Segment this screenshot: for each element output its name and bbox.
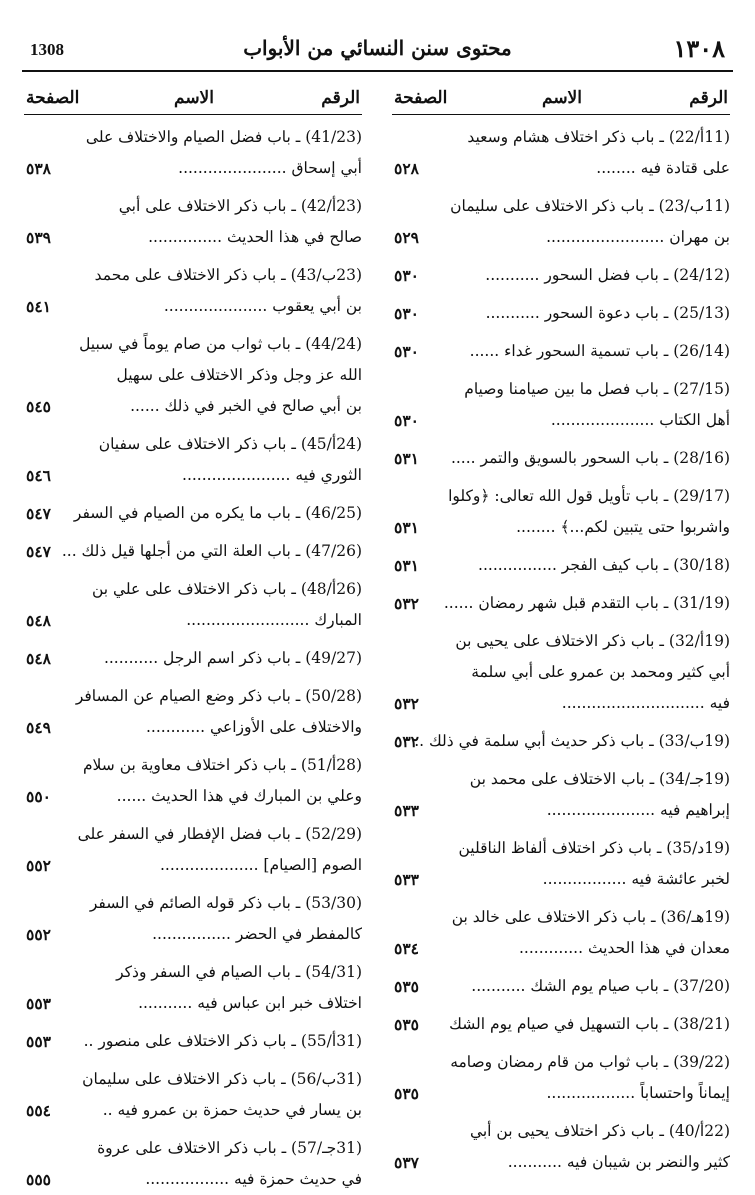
entry-page-number: ٥٤٧ [26, 542, 51, 561]
entry-text: (44/24) ـ باب ثواب من صام يوماً في سبيل [79, 335, 362, 353]
entry-text: (29/17) ـ باب تأويل قول الله تعالى: ﴿وكلوا [448, 487, 730, 505]
entry-text: (23أ/42) ـ باب ذكر الاختلاف على أبي [118, 197, 362, 215]
entry-page-number: ٥٣٥ [394, 977, 419, 996]
index-entry [24, 888, 362, 950]
entry-line [392, 1147, 730, 1178]
entry-page-number: ٥٤٥ [26, 397, 51, 416]
entry-line [392, 1047, 730, 1078]
entry-text: (50/28) ـ باب ذكر وضع الصيام عن المسافر [75, 687, 362, 705]
entry-page-number: ٥٥٤ [26, 1101, 51, 1120]
entry-page-number: ٥٣٨ [26, 159, 51, 178]
entry-line [24, 360, 362, 391]
entry-text: (30/18) ـ باب كيف الفجر ................ [478, 556, 730, 574]
entry-line [392, 550, 730, 581]
entry-page-number: ٥٣٠ [394, 342, 419, 361]
index-entry [392, 481, 730, 543]
entry-text: لخبر عائشة فيه ................. [542, 870, 730, 888]
entry-page-number: ٥٢٨ [394, 159, 419, 178]
entry-text: (25/13) ـ باب دعوة السحور ........... [485, 304, 730, 322]
entry-text: (26/14) ـ باب تسمية السحور غداء ...... [469, 342, 730, 360]
entry-text: (41/23) ـ باب فضل الصيام والاختلاف على [85, 128, 362, 146]
entry-line [392, 122, 730, 153]
entry-text: الثوري فيه ...................... [182, 466, 362, 484]
page-number-latin: 1308 [30, 40, 64, 59]
entry-page-number: ٥٣٢ [394, 694, 419, 713]
entry-text: (39/22) ـ باب ثواب من قام رمضان وصامه [450, 1053, 730, 1071]
index-entry [24, 957, 362, 1019]
column-header [392, 84, 730, 115]
entry-text: أبي إسحاق ...................... [178, 159, 362, 177]
entry-line [24, 260, 362, 291]
entry-text: (38/21) ـ باب التسهيل في صيام يوم الشك [449, 1015, 730, 1033]
index-entry [392, 260, 730, 291]
entry-line [24, 498, 362, 529]
header-page: الصفحة [26, 88, 80, 108]
entry-line [392, 153, 730, 184]
index-entry [392, 122, 730, 184]
entry-text: (11ب/23) ـ باب ذكر الاختلاف على سليمان [450, 197, 730, 215]
entry-line [392, 902, 730, 933]
entry-page-number: ٥٤١ [26, 297, 51, 316]
entry-line [24, 536, 362, 567]
entry-text: (31/19) ـ باب التقدم قبل شهر رمضان ...... [443, 594, 730, 612]
page-number-arabic: ١٣٠٨ [673, 34, 725, 63]
entry-text: في حديث حمزة فيه ................. [145, 1170, 362, 1188]
page-title: محتوى سنن النسائي من الأبواب [243, 36, 512, 60]
entry-page-number: ٥٣٥ [394, 1084, 419, 1103]
entry-page-number: ٥٣٢ [394, 732, 419, 751]
entry-line [24, 429, 362, 460]
entry-text: (49/27) ـ باب ذكر اسم الرجل ........... [103, 649, 362, 667]
index-column-right [392, 84, 730, 1178]
index-entry [392, 191, 730, 253]
entry-text: (11أ/22) ـ باب ذكر اختلاف هشام وسعيد [467, 128, 730, 146]
index-entry [24, 260, 362, 322]
entry-text: أهل الكتاب ..................... [550, 411, 730, 429]
entry-text: (46/25) ـ باب ما يكره من الصيام في السفر [73, 504, 362, 522]
entry-page-number: ٥٣١ [394, 449, 419, 468]
entry-text: واشربوا حتى يتبين لكم...﴾ ........ [516, 518, 730, 536]
entry-text: (19هـ/36) ـ باب ذكر الاختلاف على خالد بن [451, 908, 730, 926]
entry-text: بن أبي يعقوب ..................... [163, 297, 362, 315]
index-entry [392, 588, 730, 619]
entry-page-number: ٥٣٠ [394, 304, 419, 323]
entries-list [24, 122, 362, 1195]
entry-text: (28أ/51) ـ باب ذكر اختلاف معاوية بن سلام [82, 756, 362, 774]
entry-line [24, 988, 362, 1019]
entry-page-number: ٥٣٧ [394, 1153, 419, 1172]
entry-text: (19د/35) ـ باب ذكر اختلاف ألفاظ الناقلين [458, 839, 730, 857]
entry-text: بن مهران ........................ [546, 228, 730, 246]
index-entry [24, 536, 362, 567]
entry-text: الله عز وجل وذكر الاختلاف على سهيل [116, 366, 362, 384]
index-entry [24, 329, 362, 422]
entry-text: (19ب/33) ـ باب ذكر حديث أبي سلمة في ذلك .. [414, 732, 730, 750]
index-entry [392, 374, 730, 436]
entry-line [392, 298, 730, 329]
entry-page-number: ٥٣١ [394, 518, 419, 537]
entry-line [392, 864, 730, 895]
entry-page-number: ٥٤٧ [26, 504, 51, 523]
entry-page-number: ٥٤٨ [26, 611, 51, 630]
entry-line [392, 933, 730, 964]
entry-line [392, 191, 730, 222]
index-entry [392, 298, 730, 329]
entry-text: كثير والنضر بن شيبان فيه ........... [507, 1153, 730, 1171]
index-entry [392, 902, 730, 964]
entry-text: كالمفطر في الحضر ................ [152, 925, 362, 943]
index-entry [24, 191, 362, 253]
entry-line [24, 1133, 362, 1164]
entry-text: (19جـ/34) ـ باب الاختلاف على محمد بن [469, 770, 730, 788]
entry-line [24, 122, 362, 153]
entry-line [24, 681, 362, 712]
entry-text: (52/29) ـ باب فضل الإفطار في السفر على [77, 825, 362, 843]
index-entry [24, 498, 362, 529]
entry-text: (28/16) ـ باب السحور بالسويق والتمر ..... [450, 449, 730, 467]
entry-line [24, 712, 362, 743]
entries-list [392, 122, 730, 1178]
entry-text: (24أ/45) ـ باب ذكر الاختلاف على سفيان [98, 435, 362, 453]
entry-text: (53/30) ـ باب ذكر قوله الصائم في السفر [89, 894, 362, 912]
entry-line [392, 374, 730, 405]
entry-page-number: ٥٣٥ [394, 1015, 419, 1034]
entry-text: اختلاف خبر ابن عباس فيه ........... [138, 994, 362, 1012]
entry-line [24, 191, 362, 222]
entry-text: (47/26) ـ باب العلة التي من أجلها قيل ذلك ... [61, 542, 362, 560]
entry-line [392, 222, 730, 253]
entry-line [24, 329, 362, 360]
entry-line [392, 481, 730, 512]
index-entry [392, 764, 730, 826]
entry-page-number: ٥٥٢ [26, 925, 51, 944]
index-entry [392, 550, 730, 581]
entry-page-number: ٥٣٠ [394, 266, 419, 285]
header-number: الرقم [689, 88, 728, 108]
header-number: الرقم [321, 88, 360, 108]
entry-line [392, 443, 730, 474]
entry-page-number: ٥٢٩ [394, 228, 419, 247]
index-entry [392, 833, 730, 895]
column-header [24, 84, 362, 115]
entry-line [24, 222, 362, 253]
entry-text: وعلي بن المبارك في هذا الحديث ...... [116, 787, 362, 805]
entry-text: (37/20) ـ باب صيام يوم الشك ........... [471, 977, 730, 995]
index-entry [24, 681, 362, 743]
entry-text: صالح في هذا الحديث ............... [148, 228, 362, 246]
entry-text: (22أ/40) ـ باب ذكر اختلاف يحيى بن أبي [469, 1122, 730, 1140]
page-header [22, 30, 733, 72]
entry-line [392, 1078, 730, 1109]
index-entry [24, 643, 362, 674]
entry-text: على قتادة فيه ........ [596, 159, 730, 177]
index-entry [392, 336, 730, 367]
entry-line [24, 1064, 362, 1095]
entry-line [392, 336, 730, 367]
entry-line [24, 750, 362, 781]
entry-page-number: ٥٣٠ [394, 411, 419, 430]
entry-page-number: ٥٤٩ [26, 718, 51, 737]
entry-line [24, 819, 362, 850]
index-entry [392, 443, 730, 474]
entry-line [24, 781, 362, 812]
entry-line [24, 1164, 362, 1195]
entry-text: (31ب/56) ـ باب ذكر الاختلاف على سليمان [82, 1070, 362, 1088]
entry-text: فيه ............................. [561, 694, 730, 712]
entry-line [24, 153, 362, 184]
index-entry [24, 429, 362, 491]
header-name: الاسم [174, 88, 214, 108]
entry-line [24, 850, 362, 881]
entry-line [24, 1095, 362, 1126]
header-name: الاسم [542, 88, 582, 108]
index-entry [392, 726, 730, 757]
entry-line [392, 657, 730, 688]
entry-page-number: ٥٤٦ [26, 466, 51, 485]
entry-line [24, 460, 362, 491]
entry-line [392, 1116, 730, 1147]
entry-page-number: ٥٣٣ [394, 801, 419, 820]
entry-line [392, 971, 730, 1002]
entry-page-number: ٥٥٠ [26, 787, 51, 806]
entry-line [24, 391, 362, 422]
index-entry [392, 626, 730, 719]
entry-text: (27/15) ـ باب فصل ما بين صيامنا وصيام [464, 380, 730, 398]
entry-line [24, 957, 362, 988]
entry-page-number: ٥٥٢ [26, 856, 51, 875]
entry-line [24, 605, 362, 636]
entry-page-number: ٥٣٩ [26, 228, 51, 247]
entry-line [392, 512, 730, 543]
entry-line [24, 291, 362, 322]
entry-line [24, 574, 362, 605]
index-column-left [24, 84, 362, 1195]
entry-line [392, 405, 730, 436]
entry-text: المبارك ......................... [186, 611, 362, 629]
entry-text: بن يسار في حديث حمزة بن عمرو فيه .. [102, 1101, 362, 1119]
entry-line [24, 1026, 362, 1057]
entry-line [392, 1009, 730, 1040]
entry-page-number: ٥٥٣ [26, 1032, 51, 1051]
index-entry [24, 819, 362, 881]
entry-text: إبراهيم فيه ...................... [546, 801, 730, 819]
index-entry [392, 971, 730, 1002]
entry-text: أبي كثير ومحمد بن عمرو على أبي سلمة [471, 663, 730, 681]
entry-line [392, 588, 730, 619]
entry-text: (26أ/48) ـ باب ذكر الاختلاف على علي بن [91, 580, 362, 598]
entry-text: (19أ/32) ـ باب ذكر الاختلاف على يحيى بن [455, 632, 730, 650]
index-entry [24, 1133, 362, 1195]
entry-text: بن أبي صالح في الخبر في ذلك ...... [130, 397, 362, 415]
entry-page-number: ٥٣١ [394, 556, 419, 575]
entry-line [24, 919, 362, 950]
entry-line [392, 626, 730, 657]
index-entry [24, 1064, 362, 1126]
entry-text: (31جـ/57) ـ باب ذكر الاختلاف على عروة [97, 1139, 362, 1157]
entry-page-number: ٥٣٣ [394, 870, 419, 889]
entry-line [24, 643, 362, 674]
entry-text: إيماناً واحتساباً .................. [546, 1084, 730, 1102]
entry-page-number: ٥٣٤ [394, 939, 419, 958]
entry-line [392, 260, 730, 291]
entry-page-number: ٥٣٢ [394, 594, 419, 613]
entry-text: والاختلاف على الأوزاعي ............ [145, 718, 362, 736]
index-entry [392, 1116, 730, 1178]
index-entry [24, 750, 362, 812]
entry-page-number: ٥٤٨ [26, 649, 51, 668]
entry-text: (24/12) ـ باب فضل السحور ........... [485, 266, 730, 284]
entry-text: معدان في هذا الحديث ............. [518, 939, 730, 957]
entry-line [24, 888, 362, 919]
entry-page-number: ٥٥٣ [26, 994, 51, 1013]
entry-text: الصوم [الصيام] .................... [159, 856, 362, 874]
entry-line [392, 688, 730, 719]
header-page: الصفحة [394, 88, 448, 108]
index-entry [24, 1026, 362, 1057]
entry-line [392, 726, 730, 757]
entry-line [392, 833, 730, 864]
index-entry [24, 574, 362, 636]
index-entry [392, 1009, 730, 1040]
entry-line [392, 795, 730, 826]
entry-page-number: ٥٥٥ [26, 1170, 51, 1189]
entry-text: (23ب/43) ـ باب ذكر الاختلاف على محمد [94, 266, 362, 284]
entry-text: (31أ/55) ـ باب ذكر الاختلاف على منصور .. [83, 1032, 362, 1050]
index-entry [392, 1047, 730, 1109]
entry-text: (54/31) ـ باب الصيام في السفر وذكر [116, 963, 362, 981]
index-entry [24, 122, 362, 184]
entry-line [392, 764, 730, 795]
